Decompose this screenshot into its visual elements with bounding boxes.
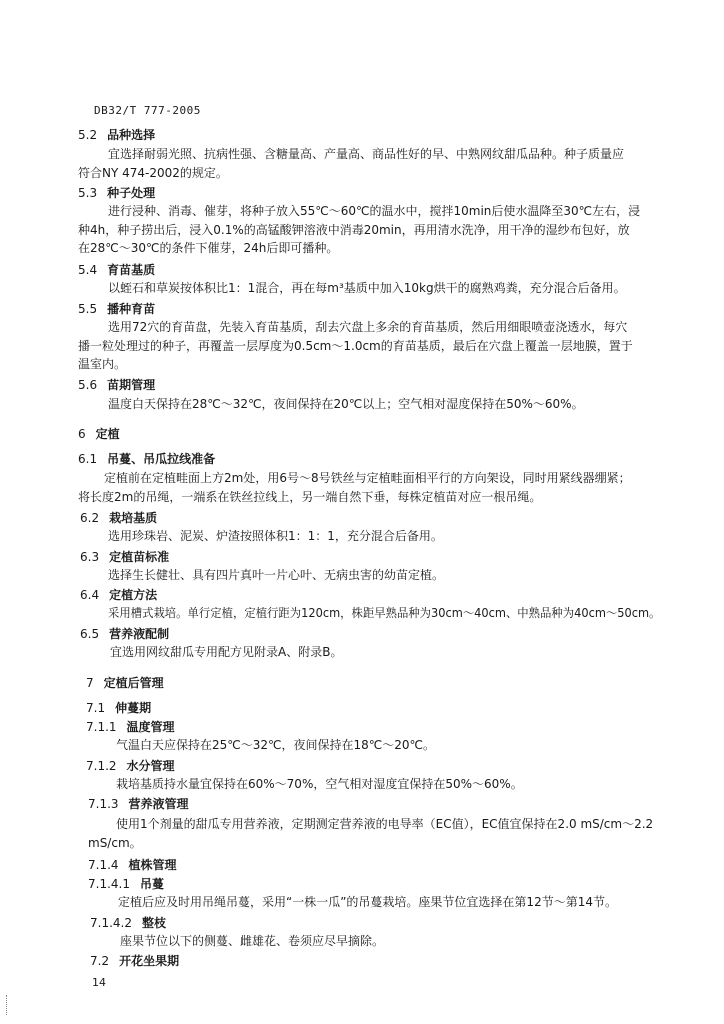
paragraph-line: 选用珍珠岩、泥炭、炉渣按照体积1：1：1，充分混合后备用。 xyxy=(108,529,443,543)
paragraph-line: mS/cm。 xyxy=(88,836,142,850)
paragraph-line: 温室内。 xyxy=(78,357,127,371)
section-heading-5-5: 5.5 播种育苗 xyxy=(78,302,156,316)
section-heading-7-1: 7.1 伸蔓期 xyxy=(86,701,152,715)
section-heading-7-2: 7.2 开花坐果期 xyxy=(90,954,180,968)
section-heading-6-4: 6.4 定植方法 xyxy=(80,588,158,602)
section-heading-7-1-4-1: 7.1.4.1 吊蔓 xyxy=(88,877,164,891)
section-heading-7-1-3: 7.1.3 营养液管理 xyxy=(88,797,189,811)
section-heading-7: 7 定植后管理 xyxy=(86,676,164,690)
section-heading-6-2: 6.2 栽培基质 xyxy=(80,511,158,525)
section-heading-7-1-2: 7.1.2 水分管理 xyxy=(86,759,175,773)
scan-artifact xyxy=(6,995,9,1015)
section-heading-7-1-4: 7.1.4 植株管理 xyxy=(88,858,177,872)
paragraph-line: 气温白天应保持在25℃～32℃，夜间保持在18℃～20℃。 xyxy=(116,738,435,752)
paragraph-line: 座果节位以下的侧蔓、雌雄花、卷须应尽早摘除。 xyxy=(120,934,385,948)
paragraph-line: 采用槽式栽培。单行定植，定植行距为120cm，株距早熟品种为30cm～40cm、中熟品种为40cm～50cm。 xyxy=(108,606,661,620)
paragraph-line: 种4h，种子捞出后，浸入0.1%的高锰酸钾溶液中消毒20min，再用清水洗净，用干净的湿纱布包好，放 xyxy=(78,223,630,237)
document-code: DB32/T 777-2005 xyxy=(94,104,201,117)
paragraph-line: 宜选择耐弱光照、抗病性强、含糖量高、产量高、商品性好的早、中熟网纹甜瓜品种。种子质量应 xyxy=(108,147,625,161)
section-heading-6: 6 定植 xyxy=(78,427,120,441)
section-heading-5-2: 5.2 品种选择 xyxy=(78,128,156,142)
section-heading-5-4: 5.4 育苗基质 xyxy=(78,263,156,277)
section-heading-7-1-4-2: 7.1.4.2 整枝 xyxy=(90,916,166,930)
paragraph-line: 进行浸种、消毒、催芽，将种子放入55℃～60℃的温水中，搅拌10min后使水温降至30℃左右，浸 xyxy=(108,204,641,218)
section-heading-6-3: 6.3 定植苗标准 xyxy=(80,550,170,564)
paragraph-line: 栽培基质持水量宜保持在60%～70%，空气相对湿度宜保持在50%～60%。 xyxy=(116,777,523,791)
section-heading-5-6: 5.6 苗期管理 xyxy=(78,378,156,392)
paragraph-line: 将长度2m的吊绳，一端系在铁丝拉线上，另一端自然下垂，每株定植苗对应一根吊绳。 xyxy=(78,490,542,504)
section-heading-6-5: 6.5 营养液配制 xyxy=(80,627,170,641)
paragraph-line: 定植前在定植畦面上方2m处，用6号～8号铁丝与定植畦面相平行的方向架设，同时用紧线器绷紧； xyxy=(104,471,631,485)
paragraph-line: 温度白天保持在28℃～32℃，夜间保持在20℃以上；空气相对湿度保持在50%～60%。 xyxy=(108,397,584,411)
section-heading-5-3: 5.3 种子处理 xyxy=(78,186,156,200)
section-heading-6-1: 6.1 吊蔓、吊瓜拉线准备 xyxy=(78,452,216,466)
paragraph-line: 宜选用网纹甜瓜专用配方见附录A、附录B。 xyxy=(110,645,343,659)
paragraph-line: 使用1个剂量的甜瓜专用营养液，定期测定营养液的电导率（EC值），EC值宜保持在2.0 mS/cm～2.2 xyxy=(116,817,654,831)
section-heading-7-1-1: 7.1.1 温度管理 xyxy=(86,720,175,734)
paragraph-line: 选择生长健壮、具有四片真叶一片心叶、无病虫害的幼苗定植。 xyxy=(108,568,445,582)
paragraph-line: 符合NY 474-2002的规定。 xyxy=(78,166,228,180)
paragraph-line: 播一粒处理过的种子，再覆盖一层厚度为0.5cm～1.0cm的育苗基质，最后在穴盘上覆盖一层地膜，置于 xyxy=(78,339,633,353)
paragraph-line: 在28℃～30℃的条件下催芽，24h后即可播种。 xyxy=(78,241,339,255)
paragraph-line: 选用72穴的育苗盘，先装入育苗基质，刮去穴盘上多余的育苗基质，然后用细眼喷壶浇透水，每穴 xyxy=(108,320,628,334)
page-number: 14 xyxy=(92,976,106,989)
paragraph-line: 定植后应及时用吊绳吊蔓，采用“一株一瓜”的吊蔓栽培。座果节位宜选择在第12节～第14节。 xyxy=(118,895,617,909)
paragraph-line: 以蛭石和草炭按体积比1：1混合，再在每m³基质中加入10kg烘干的腐熟鸡粪，充分混合后备用。 xyxy=(108,281,626,295)
